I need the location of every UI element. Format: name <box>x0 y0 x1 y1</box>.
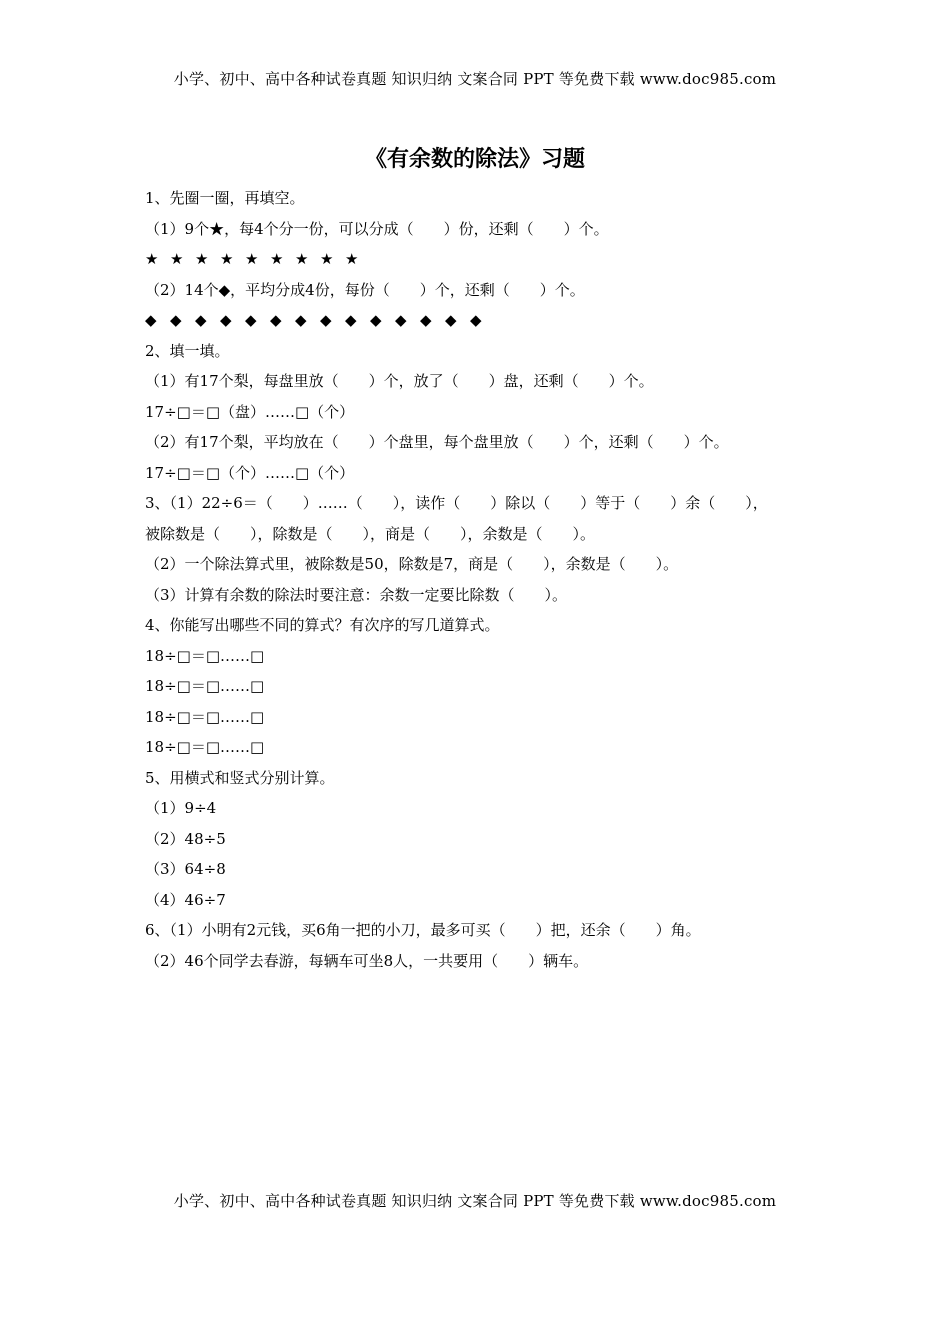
star-icon: ★ <box>270 250 284 268</box>
q5-item-1: （1）9÷4 <box>145 799 217 817</box>
star-icon: ★ <box>245 250 259 268</box>
q3-part1: 3、（1）22÷6＝（ ）……（ ），读作（ ）除以（ ）等于（ ）余（ ）， <box>145 494 768 512</box>
star-icon: ★ <box>320 250 334 268</box>
page-header: 小学、初中、高中各种试卷真题 知识归纳 文案合同 PPT 等免费下载 www.doc985.com <box>173 70 777 88</box>
q5-item-2: （2）48÷5 <box>145 829 226 848</box>
q2-heading: 2、填一填。 <box>145 341 230 360</box>
diamond-icon: ◆ <box>445 311 457 329</box>
diamond-icon: ◆ <box>145 311 157 329</box>
diamond-icon: ◆ <box>195 311 207 329</box>
q1-heading: 1、先圈一圈，再填空。 <box>145 189 305 207</box>
page-footer: 小学、初中、高中各种试卷真题 知识归纳 文案合同 PPT 等免费下载 www.doc985.com <box>173 1192 777 1210</box>
diamond-icon: ◆ <box>320 311 332 329</box>
q4-equation-4: 18÷□＝□……□ <box>145 738 265 756</box>
q2-part1-equation: 17÷□＝□（盘）……□（个） <box>145 402 355 421</box>
diamond-icon: ◆ <box>220 311 232 329</box>
q4-equation-1: 18÷□＝□……□ <box>145 646 265 665</box>
q3-part1-cont: 被除数是（ ），除数是（ ），商是（ ），余数是（ ）。 <box>145 524 596 543</box>
q4-equation-3: 18÷□＝□……□ <box>145 707 265 726</box>
q6-part1: 6、（1）小明有2元钱，买6角一把的小刀，最多可买（ ）把，还余（ ）角。 <box>145 921 701 939</box>
page-title: 《有余数的除法》习题 <box>364 146 585 172</box>
q2-part2: （2）有17个梨，平均放在（ ）个盘里，每个盘里放（ ）个，还剩（ ）个。 <box>145 433 729 451</box>
diamond-icon: ◆ <box>470 311 482 329</box>
star-icon: ★ <box>145 250 159 268</box>
diamond-icon: ◆ <box>420 311 432 329</box>
diamond-icon: ◆ <box>395 311 407 329</box>
diamond-icon: ◆ <box>170 311 182 329</box>
star-icon: ★ <box>170 250 184 268</box>
worksheet-content <box>145 183 825 976</box>
star-icon: ★ <box>220 250 234 268</box>
diamond-icon: ◆ <box>270 311 282 329</box>
diamond-row <box>145 305 825 336</box>
diamond-icon: ◆ <box>295 311 307 329</box>
q1-part2: （2）14个◆，平均分成4份，每份（ ）个，还剩（ ）个。 <box>145 280 585 299</box>
star-icon: ★ <box>345 250 359 268</box>
q3-part2: （2）一个除法算式里，被除数是50，除数是7，商是（ ），余数是（ ）。 <box>145 555 679 573</box>
q5-heading: 5、用横式和竖式分别计算。 <box>145 768 335 787</box>
star-icon: ★ <box>295 250 309 268</box>
diamond-icon: ◆ <box>245 311 257 329</box>
q6-part2: （2）46个同学去春游，每辆车可坐8人，一共要用（ ）辆车。 <box>145 951 589 970</box>
q3-part3: （3）计算有余数的除法时要注意：余数一定要比除数（ ）。 <box>145 585 568 604</box>
q4-equation-2: 18÷□＝□……□ <box>145 677 265 695</box>
diamond-icon: ◆ <box>370 311 382 329</box>
q2-part1: （1）有17个梨，每盘里放（ ）个，放了（ ）盘，还剩（ ）个。 <box>145 372 654 390</box>
q5-item-3: （3）64÷8 <box>145 860 226 878</box>
q5-item-4: （4）46÷7 <box>145 890 226 909</box>
star-icon: ★ <box>195 250 209 268</box>
q1-part1: （1）9个★，每4个分一份，可以分成（ ）份，还剩（ ）个。 <box>145 219 609 238</box>
q2-part2-equation: 17÷□＝□（个）……□（个） <box>145 463 355 482</box>
star-row <box>145 244 825 275</box>
q4-heading: 4、你能写出哪些不同的算式？有次序的写几道算式。 <box>145 616 500 634</box>
diamond-icon: ◆ <box>345 311 357 329</box>
